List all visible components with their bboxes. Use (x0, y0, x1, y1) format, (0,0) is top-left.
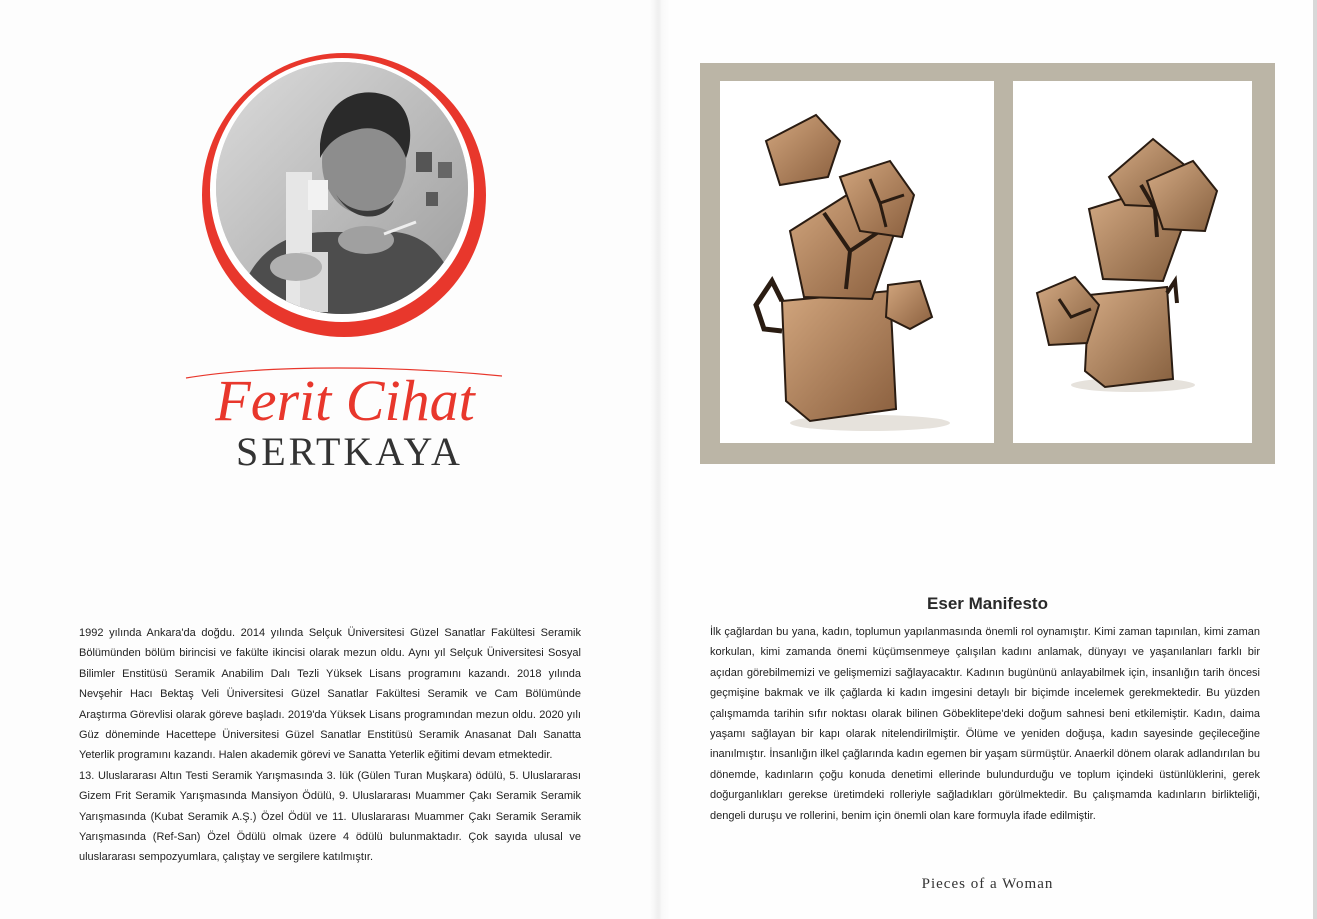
artwork-photo-side (1013, 81, 1252, 443)
manifesto-text: İlk çağlardan bu yana, kadın, toplumun yapılanmasında önemli rol oynamıştır. Kimi zaman tapınılan, kimi zaman korkulan, kimi zamanda önemi küçümsenmeye çalışılan kadını anlamak, dünyayı ve yaşanılanları farklı bir açıdan görebilmemizi ve gelişmemizi sağlayacaktır. Kadının bugününü anlayabilmek için, insanlığın tarih öncesi geçmişine bakmak ve ilk çağlarda ki kadın imgesini detaylı bir biçimde incelemek gerekmektedir. Bu yüzden çalışmamda tarihin sıfır noktası olarak bilinen Göbeklitepe'deki doğum sahnesi beni etkilemiştir. Kadın, daima yaşamı sağlayan bir kapı olarak nitelendirilmiştir. Ölüme ve yeniden doğuşa, kadın sayesinde geçileceğine inanılmıştır. İnsanlığın ilkel çağlarında kadın egemen bir yaşam sürmüştür. Anaerkil dönem olarak adlandırılan bu dönemde, kadınların çoğu konuda denetimi ellerinde bulundurduğu ve toplum içindeki üstünlüklerini, gerek doğurganlıkları gerekse üretimdeki rolleriyle sağladıkları görülmektedir. Bu çalışmamda kadınların birlikteliği, dengeli duruşu ve rollerini, benim için önemli olan kare formuyla ifade edilmiştir. (710, 626, 1260, 822)
signature-first-name (180, 358, 510, 438)
page-edge (1313, 0, 1317, 919)
ceramic-sculpture-image (1013, 81, 1252, 443)
page-gutter (650, 0, 670, 919)
manifesto-title: Eser Manifesto (927, 594, 1048, 613)
bio-paragraph: 1992 yılında Ankara'da doğdu. 2014 yılında Selçuk Üniversitesi Güzel Sanatlar Fakültesi Seramik Bölümünden bölüm birincisi ve fakülte ikincisi olarak mezun oldu. Aynı yıl Selçuk Üniversitesi Sosyal Bilimler Enstitüsü Seramik Anabilim Dalı Tezli Yüksek Lisans programını kazandı. 2018 yılında Nevşehir Hacı Bektaş Veli Üniversitesi Güzel Sanatlar Fakültesi Seramik ve Cam Bölümünde Araştırma Görevlisi olarak göreve başladı. 2019'da Yüksek Lisans programından mezun oldu. 2020 yılı Güz döneminde Hacettepe Üniversitesi Güzel Sanatlar Enstitüsü Seramik Anasanat Dalı Sanatta Yeterlik programını kazandı. Halen akademik görevi ve Sanatta Yeterlik eğitimi devam etmektedir. (79, 627, 581, 762)
bio-paragraph: 13. Uluslararası Altın Testi Seramik Yarışmasında 3. lük (Gülen Turan Muşkara) ödülü, 5. Uluslararası Gizem Frit Seramik Yarışmasında Mansiyon Ödülü, 9. Uluslararası Muammer Çakı Seramik Seramik Yarışmasında (Kubat Seramik A.Ş.) Özel Ödül ve 11. Uluslararası Muammer Çakı Seramik Seramik Yarışmasında (Ref-San) Özel Ödülü olmak üzere 4 ödülü bulunmaktadır. Çok sayıda ulusal ve uluslararası sempozyumlara, çalıştay ve sergilere katılmıştır. (79, 769, 581, 864)
artist-biography (79, 623, 581, 868)
ceramic-sculpture-image (720, 81, 994, 443)
portrait-illustration (216, 62, 468, 314)
artwork-title: Pieces of a Woman (921, 876, 1054, 892)
artist-portrait (216, 62, 468, 314)
artist-surname: SERTKAYA (236, 429, 463, 474)
signature-text: Ferit Cihat (215, 368, 475, 433)
artwork-photo-front (720, 81, 994, 443)
